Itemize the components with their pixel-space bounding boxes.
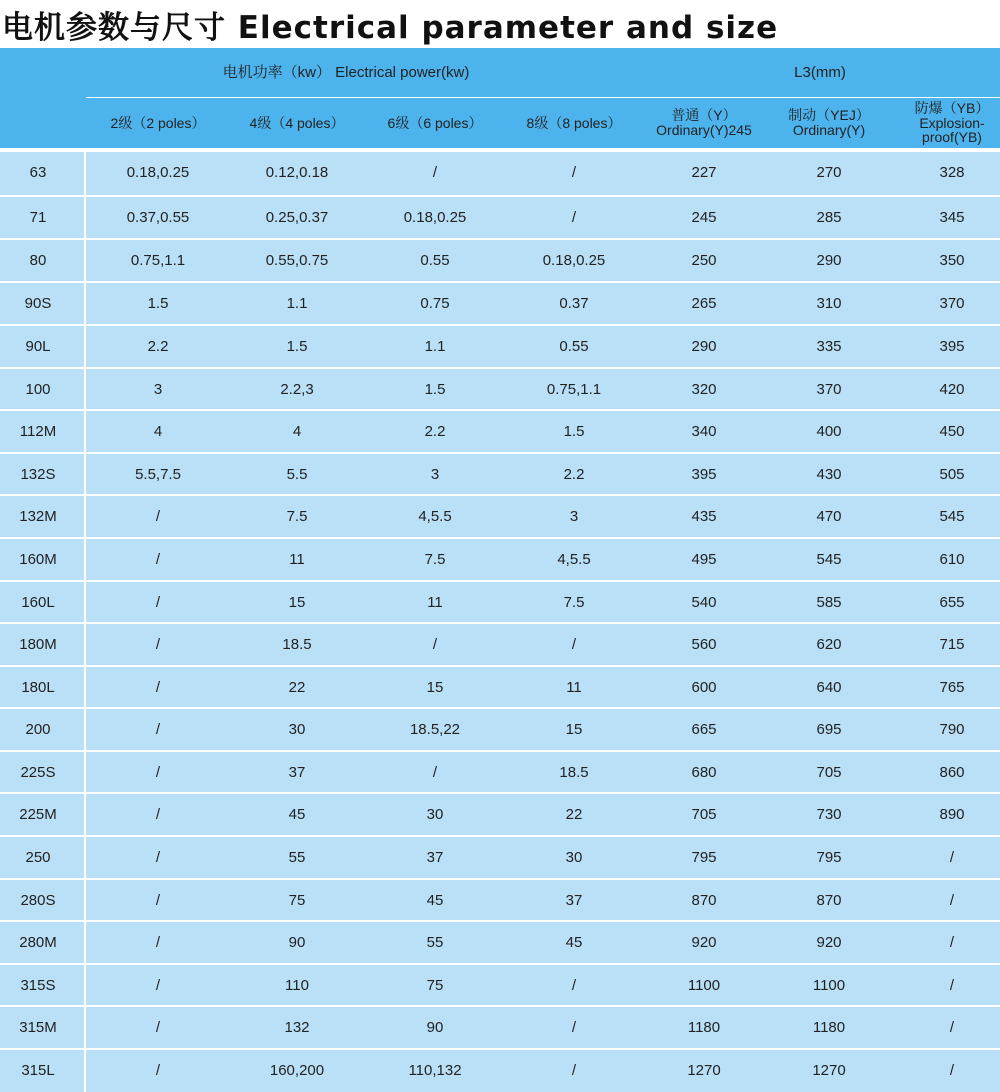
frame-size-cell: 180L [21,678,55,696]
table-cell: 765 [939,678,965,696]
frame-size-cell: 280M [19,933,57,951]
table-cell: 1270 [812,1061,846,1079]
table-cell: 400 [816,422,842,440]
table-cell: 1.5 [147,294,169,312]
table-cell: 5.5 [286,465,308,483]
table-cell: 310 [816,294,842,312]
table-cell: 860 [939,763,965,781]
table-cell: 15 [426,678,444,696]
table-cell: 90 [426,1018,444,1036]
table-cell: 18.5,22 [409,720,461,738]
frame-size-cell: 132S [20,465,56,483]
table-cell: 110 [285,976,309,994]
table-cell: / [949,933,955,951]
table-cell: / [571,208,577,226]
frame-size-cell: 250 [25,848,51,866]
table-cell: 585 [816,593,842,611]
table-cell: / [432,635,438,653]
table-cell: 370 [939,294,965,312]
frame-size-cell: 280S [20,891,56,909]
table-cell: 870 [691,891,717,909]
table-cell: 2.2 [147,337,169,355]
table-cell: 55 [288,848,306,866]
table-cell: 1.5 [563,422,585,440]
table-cell: 395 [939,337,965,355]
table-cell: 505 [939,465,965,483]
table-cell: 1180 [812,1018,846,1036]
table-cell: 45 [288,805,306,823]
frame-size-cell: 200 [25,720,51,738]
frame-size-cell: 112M [19,422,57,440]
table-cell: 545 [939,507,965,525]
table-cell: 600 [691,678,717,696]
table-cell: 328 [939,163,965,181]
table-cell: 37 [426,848,444,866]
table-cell: 450 [939,422,965,440]
table-cell: / [155,720,161,738]
table-cell: / [949,891,955,909]
table-cell: / [155,1061,161,1079]
table-cell: 0.55,0.75 [265,251,329,269]
table-cell: 7.5 [563,593,585,611]
table-cell: 270 [816,163,842,181]
table-cell: 560 [691,635,717,653]
frame-size-cell: 132M [19,507,57,525]
frame-size-cell: 160M [19,550,57,568]
table-cell: 1.1 [424,337,446,355]
table-cell: 420 [939,380,965,398]
table-cell: 730 [816,805,842,823]
table-cell: 0.75 [420,294,450,312]
table-cell: 2.2 [563,465,585,483]
table-cell: 920 [691,933,717,951]
table-cell: 265 [691,294,717,312]
column-header: 制动（YEJ） Ordinary(Y) [788,107,870,138]
table-cell: / [949,976,955,994]
table-cell: 1100 [812,976,846,994]
table-cell: 1270 [687,1061,721,1079]
table-cell: 795 [816,848,842,866]
table-cell: 132 [284,1018,310,1036]
table-cell: 0.75,1.1 [546,380,602,398]
table-cell: 1.5 [286,337,308,355]
table-cell: 285 [816,208,842,226]
table-cell: 335 [816,337,842,355]
table-cell: / [155,678,161,696]
table-cell: 30 [426,805,444,823]
column-header: 4级（4 poles） [249,114,345,131]
table-cell: / [571,635,577,653]
table-cell: 655 [939,593,965,611]
table-cell: 30 [288,720,306,738]
table-cell: 695 [816,720,842,738]
table-cell: 11 [427,593,443,611]
table-cell: 7.5 [424,550,446,568]
table-cell: 1100 [687,976,721,994]
table-cell: 540 [691,593,717,611]
table-cell: 430 [816,465,842,483]
table-cell: / [155,805,161,823]
table-cell: 665 [691,720,717,738]
table-cell: 370 [816,380,842,398]
table-cell: / [155,550,161,568]
table-cell: 4,5.5 [418,507,452,525]
table-cell: 435 [691,507,717,525]
table-cell: 610 [939,550,965,568]
table-cell: 0.18,0.25 [542,251,606,269]
table-cell: 227 [691,163,717,181]
table-cell: / [432,763,438,781]
table-cell: 22 [565,805,583,823]
table-cell: 11 [566,678,582,696]
table-cell: 7.5 [286,507,308,525]
frame-size-cell: 180M [19,635,57,653]
column-header: 普通（Y） Ordinary(Y)245 [656,107,752,138]
table-cell: / [571,1061,577,1079]
header-group-power: 电机功率（kw） Electrical power(kw) [222,63,470,81]
frame-size-cell: 315S [20,976,56,994]
table-cell: 75 [426,976,444,994]
table-cell: 30 [565,848,583,866]
column-header: 防爆（YB） Explosion- proof(YB) [914,99,990,146]
table-cell: / [155,891,161,909]
table-cell: 45 [426,891,444,909]
table-cell: 545 [816,550,842,568]
table-cell: / [949,848,955,866]
table-cell: 4,5.5 [557,550,591,568]
header-group-l3: L3(mm) [794,63,846,81]
table-cell: 0.18,0.25 [403,208,467,226]
table-cell: / [155,507,161,525]
table-cell: / [155,593,161,611]
table-cell: 495 [691,550,717,568]
table-cell: / [571,976,577,994]
frame-size-cell: 225M [19,805,57,823]
table-cell: 0.37 [559,294,589,312]
table-cell: / [949,1018,955,1036]
column-header: 6级（6 poles） [387,114,483,131]
table-cell: 245 [691,208,717,226]
table-cell: 790 [939,720,965,738]
table-cell: 620 [816,635,842,653]
table-cell: 340 [691,422,717,440]
frame-size-cell: 71 [29,208,47,226]
table-cell: 5.5,7.5 [135,465,181,483]
table-cell: 795 [691,848,717,866]
title-text: 电机参数与尺寸 Electrical parameter and size [2,9,779,46]
column-header: 8级（8 poles） [526,114,622,131]
table-cell: 4 [292,422,302,440]
table-cell: 395 [691,465,717,483]
column-header: 2级（2 poles） [110,114,206,131]
table-cell: 18.5 [559,763,589,781]
table-cell: 11 [289,550,305,568]
table-cell: 90 [288,933,306,951]
table-cell: 345 [939,208,965,226]
table-cell: 0.75,1.1 [130,251,186,269]
table-cell: 15 [565,720,583,738]
table-cell: 640 [816,678,842,696]
table-cell: 0.55 [559,337,589,355]
table-cell: 890 [939,805,965,823]
frame-size-cell: 90L [25,337,51,355]
table-cell: 870 [816,891,842,909]
table-cell: 1.1 [286,294,308,312]
first-column-divider [84,150,86,1092]
table-cell: 2.2,3 [280,380,314,398]
table-cell: 3 [153,380,163,398]
table-cell: 0.18,0.25 [126,163,190,181]
frame-size-cell: 80 [29,251,47,269]
frame-size-cell: 315M [19,1018,57,1036]
table-cell: 290 [816,251,842,269]
table-cell: 1180 [687,1018,721,1036]
table-cell: / [949,1061,955,1079]
table-cell: 75 [288,891,306,909]
table-cell: 320 [691,380,717,398]
frame-size-cell: 315L [21,1061,55,1079]
table-cell: 1.5 [424,380,446,398]
table-cell: / [571,1018,577,1036]
table-cell: / [155,933,161,951]
table-cell: / [155,763,161,781]
table-cell: 920 [816,933,842,951]
table-cell: 55 [426,933,444,951]
table-cell: 22 [288,678,306,696]
table-cell: 110,132 [408,1061,462,1079]
table-cell: 18.5 [282,635,312,653]
table-cell: 37 [565,891,583,909]
table-cell: 705 [691,805,717,823]
frame-size-cell: 160L [21,593,55,611]
frame-size-cell: 100 [25,380,51,398]
table-cell: 250 [691,251,717,269]
table-cell: 45 [565,933,583,951]
frame-size-cell: 63 [29,163,47,181]
table-cell: 3 [430,465,440,483]
table-cell: / [155,635,161,653]
table-cell: 680 [691,763,717,781]
page-title [0,0,1000,48]
table-cell: 715 [939,635,965,653]
table-cell: / [155,848,161,866]
table-cell: 290 [691,337,717,355]
table-cell: / [432,163,438,181]
table-cell: 160,200 [269,1061,325,1079]
table-cell: 3 [569,507,579,525]
table-cell: 0.12,0.18 [265,163,329,181]
table-cell: / [155,976,161,994]
table-cell: / [155,1018,161,1036]
table-cell: / [571,163,577,181]
table-cell: 2.2 [424,422,446,440]
table-cell: 350 [939,251,965,269]
table-cell: 0.55 [420,251,450,269]
table-cell: 0.25,0.37 [265,208,329,226]
table-cell: 37 [288,763,306,781]
frame-size-cell: 90S [24,294,52,312]
table-cell: 4 [153,422,163,440]
table-cell: 470 [816,507,842,525]
table-cell: 0.37,0.55 [126,208,190,226]
table-cell: 705 [816,763,842,781]
frame-size-cell: 225S [20,763,56,781]
table-cell: 15 [288,593,306,611]
